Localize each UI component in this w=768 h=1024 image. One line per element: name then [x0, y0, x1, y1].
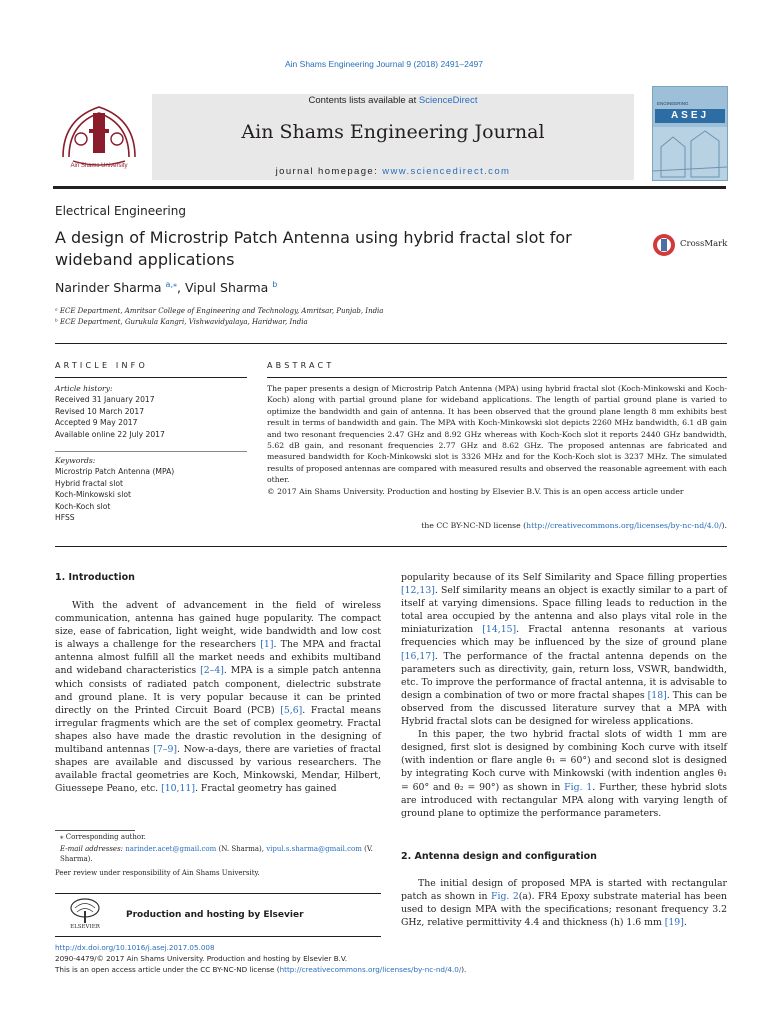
abstract-rule	[267, 377, 727, 378]
abstract-body: The paper presents a design of Microstrip Patch Antenna (MPA) using hybrid fractal slot (Koch-Minkowski and Koch-Koch) along with partial ground plane for wideband applications. The length of partial ground plane is varied to optimize the bandwidth and gain of antenna. It has been observed that the ground plane length 8 mm exhibits best result in terms of bandwidth and gain. The MPA with Koch-Minkowski slot depicts 2260 MHz bandwidth, 6.1 dB gain and two resonant frequencies 2.47 GHz and 8.92 GHz whereas with Koch-Koch slot it reports 2440 GHz bandwidth, 5.62 dB gain, and resonant frequencies 2.77 GHz and 8.62 GHz. The proposed antennas are fabricated and measured bandwidth for Koch-Minkowski slot is 3326 MHz and for the Koch-Koch slot is 3237 MHz. The simulated results of proposed antennas are compared with measured results and observed the reasonable agreement with each other. © 2017 Ain Shams University. Production and hosting by Elsevier B.V. This is an open access article under	[267, 384, 727, 496]
crossmark-button[interactable]	[652, 231, 732, 259]
intro-paragraph: With the advent of advancement in the field of wireless communication, antenna has gained huge popularity. The compact size, ease of fabrication, light weight, wide bandwidth and low cost is always a challenge for the researchers [1]. The MPA and fractal antenna almost fulfill all the market needs and exhibits multiband and wideband characteristics [2–4]. MPA is a simple patch antenna which consists of radiated patch component, dielectric substrate and ground plane. It is very popular because it can be printed directly on the Printed Circuit Board (PCB) [5,6]. Fractal means irregular fragments which are the set of complex geometry. Fractal shapes also have made the drastic revolution in the designing of multiband antennas [7–9]. Now-a-days, there are varieties of fractal shapes are available and discussed by various researchers. The available fractal geometries are Koch, Minkowski, Mendar, Hilbert, Giuessepe Peano, etc. [10,11]. Fractal geometry has gained	[55, 600, 381, 795]
author-1-affiliation-link[interactable]: a,⁎	[165, 280, 177, 289]
figure-link[interactable]: Fig. 2	[491, 891, 519, 903]
citation-link[interactable]: [7–9]	[153, 744, 177, 756]
affiliation-b: ᵇ ECE Department, Gurukula Kangri, Vishwavidyalaya, Haridwar, India	[55, 318, 308, 326]
abstract-license: the CC BY-NC-ND license (http://creativecommons.org/licenses/by-nc-nd/4.0/).	[421, 521, 727, 530]
email-link[interactable]: narinder.acet@gmail.com	[125, 845, 217, 853]
header-rule	[53, 186, 726, 189]
keyword: Koch-Koch slot	[55, 501, 111, 511]
figure-link[interactable]: Fig. 1	[564, 781, 593, 793]
abstract-license-link[interactable]: http://creativecommons.org/licenses/by-nc-nd/4.0/	[526, 521, 722, 530]
keywords-list: Keywords: Microstrip Patch Antenna (MPA) Hybrid fractal slot Koch-Minkowski slot Koch-Koch slot HFSS	[55, 455, 245, 523]
citation-link[interactable]: [12,13]	[401, 585, 435, 597]
article-info-rule	[55, 377, 247, 378]
sciencedirect-link[interactable]: ScienceDirect	[418, 95, 478, 106]
university-logo	[53, 99, 145, 175]
title-rule	[55, 343, 727, 344]
abstract-copyright: © 2017 Ain Shams University. Production and hosting by Elsevier B.V. This is an open access article under	[267, 486, 684, 496]
affiliation-a: ᵃ ECE Department, Amritsar College of Engineering and Technology, Amritsar, Punjab, India	[55, 307, 384, 315]
contents-available-line: Contents lists available at ScienceDirect	[308, 95, 478, 106]
intro-heading: 1. Introduction	[55, 572, 135, 583]
authors-line: Narinder Sharma $^{a,⁎}$, Vipul Sharma $^b$	[55, 280, 278, 296]
keyword: HFSS	[55, 513, 75, 523]
elsevier-label: ELSEVIER	[70, 924, 100, 930]
author-2: Vipul Sharma	[184, 280, 269, 296]
article-info-heading: ARTICLE INFO	[55, 361, 148, 370]
article-footer	[55, 943, 735, 975]
journal-homepage: journal homepage: www.sciencedirect.com	[275, 166, 511, 177]
abstract-bottom-rule	[55, 546, 727, 547]
article-section-label: Electrical Engineering	[55, 204, 186, 218]
keyword: Microstrip Patch Antenna (MPA)	[55, 467, 175, 477]
citation-link[interactable]: [14,15]	[482, 624, 517, 636]
citation-link[interactable]: [19]	[664, 917, 684, 929]
author-1: Narinder Sharma	[55, 280, 162, 296]
crossmark-icon	[652, 233, 676, 257]
footer-license-link[interactable]: http://creativecommons.org/licenses/by-nc-nd/4.0/	[279, 964, 462, 974]
author-2-affiliation-link[interactable]: b	[272, 280, 278, 289]
citation-link[interactable]: [1]	[260, 639, 274, 651]
journal-reference-link[interactable]: Ain Shams Engineering Journal 9 (2018) 2491–2497	[285, 59, 483, 69]
citation-link[interactable]: [10,11]	[161, 783, 195, 795]
citation-link[interactable]: [18]	[647, 689, 667, 701]
history-item: Revised 10 March 2017	[55, 406, 145, 416]
cover-logo: ASEJ	[655, 109, 725, 123]
paper-title: A design of Microstrip Patch Antenna using hybrid fractal slot for wideband applications	[55, 228, 572, 269]
cover-illustration	[653, 127, 727, 180]
abstract-heading: ABSTRACT	[267, 361, 335, 370]
history-item: Received 31 January 2017	[55, 395, 155, 405]
history-item: Available online 22 July 2017	[55, 429, 165, 439]
crossmark-label: CrossMark	[680, 239, 728, 249]
email-addresses: E-mail addresses: narinder.acet@gmail.com (N. Sharma), vipul.s.sharma@gmail.com (V. Sharma).	[60, 845, 373, 863]
footnote-rule	[55, 830, 135, 831]
doi-link[interactable]: http://dx.doi.org/10.1016/j.asej.2017.05.008	[55, 943, 215, 952]
keyword: Koch-Minkowski slot	[55, 490, 131, 500]
article-history: Article history: Received 31 January 2017 Revised 10 March 2017 Accepted 9 May 2017 Available online 22 July 2017	[55, 383, 245, 440]
production-hosting-label: Production and hosting by Elsevier	[126, 910, 304, 920]
section-2-heading: 2. Antenna design and configuration	[401, 851, 597, 862]
section-2-paragraph: The initial design of proposed MPA is started with rectangular patch as shown in Fig. 2(a). FR4 Epoxy substrate material has been used to design MPA with the specifications; resonant frequency 3.2 GHz, relative permittivity 4.4 and thickness (h) 1.6 mm [19].	[401, 878, 727, 929]
homepage-link[interactable]: www.sciencedirect.com	[382, 166, 511, 177]
right-column-text: popularity because of its Self Similarity and Space filling properties [12,13]. Self similarity means an object is exactly similar to a part of itself at varying dimensions. Space filling leads to reduction in the total area occupied by the antenna and also plays vital role in the miniaturization [14,15]. Fractal antenna resonants at various frequencies which may be influenced by the size of ground plane [16,17]. The performance of the fractal antenna depends on the parameters such as directivity, gain, return loss, VSWR, bandwidth, etc. To improve the performance of fractal antenna, it is advisable to design a combination of two or more fractal shapes [18]. This can be observed from the discussed literature survey that a MPA with Hybrid fractal slots can be designed for wireless applications. In this paper, the two hybrid fractal slots of width 1 mm are designed, first slot is designed by combining Koch curve with itself (with indention or flare angle θ₁ = 60°) and second slot is designed by integrating Koch curve with Minkowski (with indention angles θ₁ = 60° and θ₂ = 90°) as shown in Fig. 1. Further, these hybrid slots are introduced with rectangular MPA along with varying length of ground plane to optimize the performance parameters.	[401, 572, 727, 819]
corresponding-author-note: ⁎ Corresponding author.	[60, 833, 146, 841]
history-rule	[55, 451, 247, 452]
citation-link[interactable]: [2–4]	[200, 665, 224, 677]
history-item: Accepted 9 May 2017	[55, 418, 138, 428]
journal-cover-image	[652, 86, 728, 181]
peer-review-note: Peer review under responsibility of Ain Shams University.	[55, 869, 260, 877]
email-link[interactable]: vipul.s.sharma@gmail.com	[266, 845, 362, 853]
keyword: Hybrid fractal slot	[55, 478, 123, 488]
elsevier-tree-icon	[67, 897, 103, 925]
logo-caption: Ain Shams University	[70, 163, 128, 169]
citation-link[interactable]: [5,6]	[280, 704, 303, 716]
citation-link[interactable]: [16,17]	[401, 650, 435, 662]
cover-caption: ENGINEERING	[657, 101, 689, 106]
footer-license-line: This is an open access article under the CC BY-NC-ND license (http://creativecommons.org/licenses/by-nc-nd/4.0/).	[55, 964, 467, 974]
journal-title: Ain Shams Engineering Journal	[241, 121, 545, 143]
issn-line: 2090-4479/© 2017 Ain Shams University. Production and hosting by Elsevier B.V.	[55, 953, 348, 963]
